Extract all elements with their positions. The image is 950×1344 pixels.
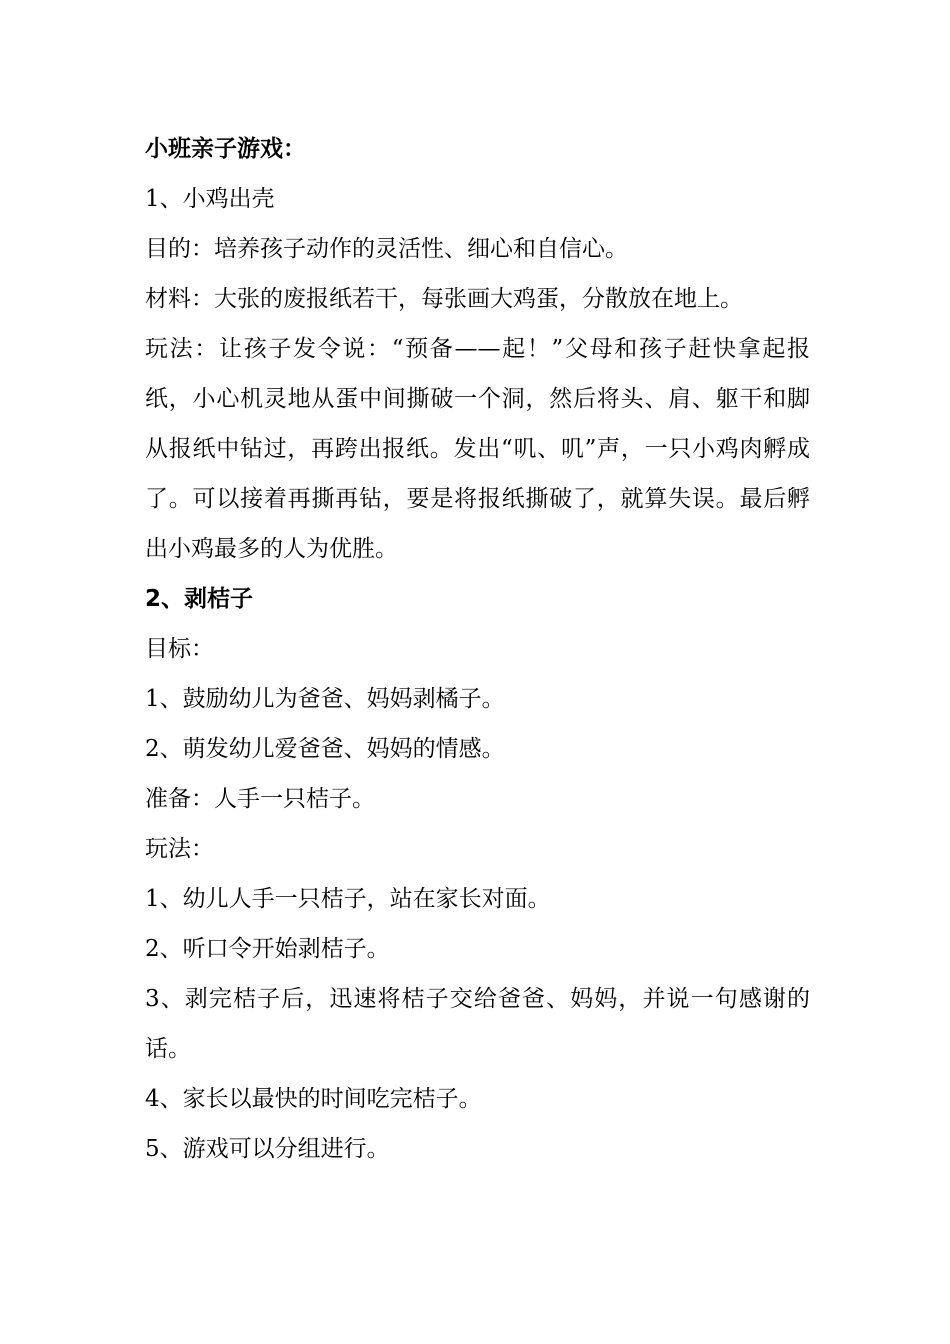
game1-heading: 1、小鸡出壳 [145, 186, 275, 212]
game1-play: 玩法：让孩子发令说：“预备——起！”父母和孩子赶快拿起报纸，小心机灵地从蛋中间撕破一个洞，然后将头、肩、躯干和脚从报纸中钻过，再跨出报纸。发出“叽、叽”声，一只小鸡肉孵成了。可以接着再撕再钻，要是将报纸撕破了，就算失误。最后孵出小鸡最多的人为优胜。 [145, 336, 810, 562]
game2-play-label: 玩法： [145, 836, 214, 862]
game2-step-item: 4、家长以最快的时间吃完桔子。 [145, 1086, 482, 1112]
game1-materials: 材料：大张的废报纸若干，每张画大鸡蛋，分散放在地上。 [145, 286, 743, 312]
game2-step-item: 1、幼儿人手一只桔子，站在家长对面。 [145, 886, 551, 912]
document-title: 小班亲子游戏： [145, 136, 306, 162]
game2-prep: 准备：人手一只桔子。 [145, 786, 375, 812]
game2-heading: 2、剥桔子 [145, 586, 254, 612]
game1-purpose: 目的：培养孩子动作的灵活性、细心和自信心。 [145, 236, 628, 262]
game2-goal-item: 1、鼓励幼儿为爸爸、妈妈剥橘子。 [145, 686, 505, 712]
game2-goal-item: 2、萌发幼儿爱爸爸、妈妈的情感。 [145, 736, 505, 762]
document-page [145, 124, 810, 1174]
game2-step-item: 5、游戏可以分组进行。 [145, 1136, 390, 1162]
game2-step-item: 3、剥完桔子后，迅速将桔子交给爸爸、妈妈，并说一句感谢的话。 [145, 986, 810, 1062]
game2-goal-label: 目标： [145, 636, 214, 662]
game2-step-item: 2、听口令开始剥桔子。 [145, 936, 390, 962]
